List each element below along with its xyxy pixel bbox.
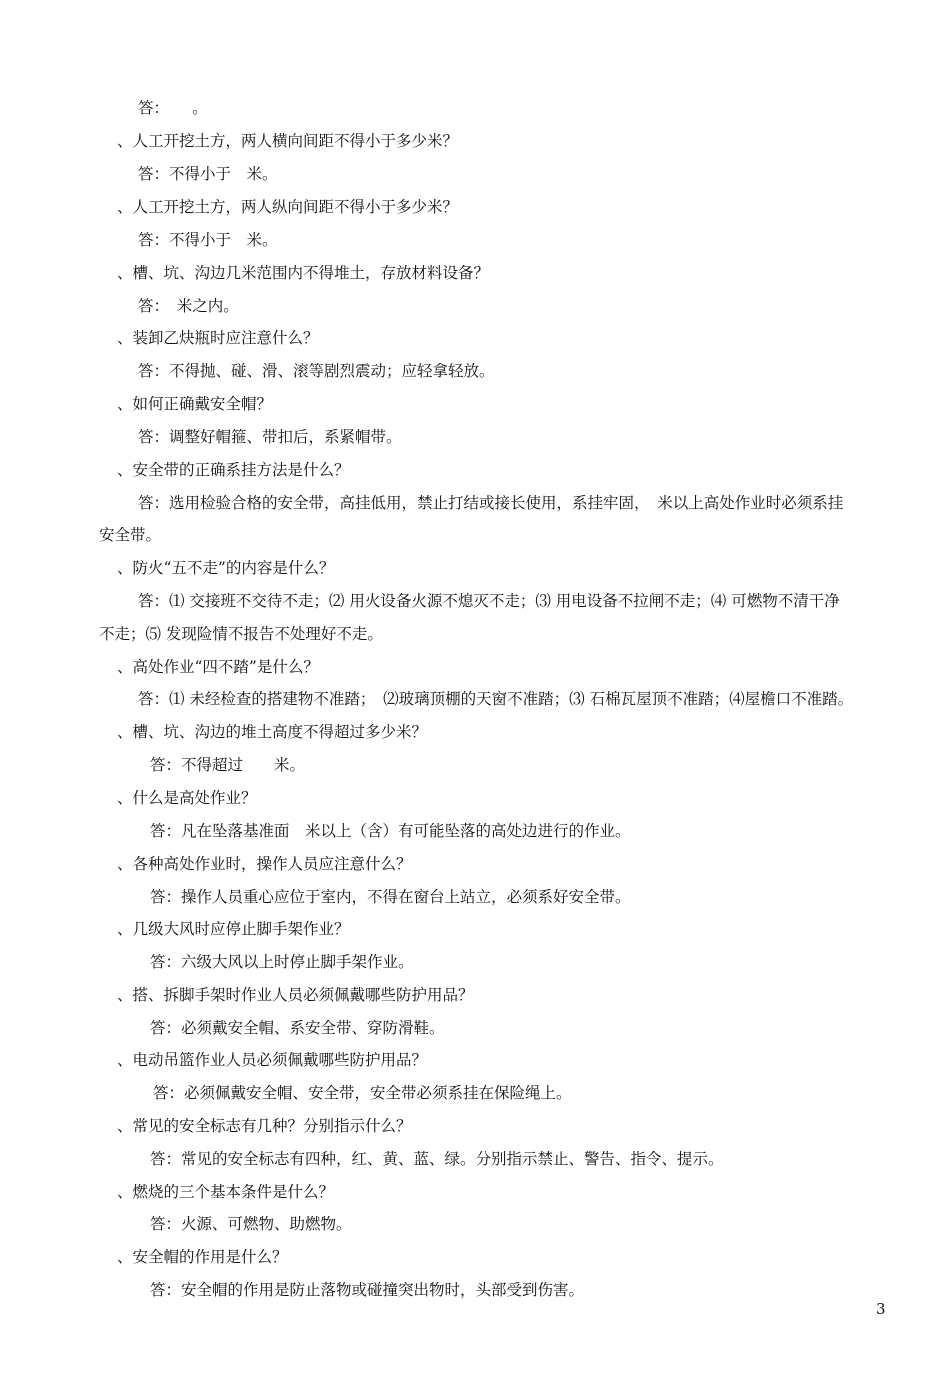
answer-line: 答：选用检验合格的安全带，高挂低用，禁止打结或接长使用，系挂牢固， 米以上高处作业时必须系挂: [138, 494, 844, 512]
answer-line: 答：操作人员重心应位于室内，不得在窗台上站立，必须系好安全带。: [150, 888, 631, 906]
question-line: 、什么是高处作业？: [117, 789, 257, 807]
question-line: 、安全带的正确系挂方法是什么？: [117, 461, 350, 479]
answer-line: 答：不得抛、碰、滑、滚等剧烈震动；应轻拿轻放。: [138, 362, 495, 380]
page-number: 3: [876, 1300, 886, 1318]
question-line: 、几级大风时应停止脚手架作业？: [117, 920, 350, 938]
answer-line: 答：必须戴安全帽、系安全带、穿防滑鞋。: [150, 1019, 445, 1037]
answer-line: 答：不得超过 米。: [150, 756, 306, 774]
answer-line: 答：火源、可燃物、助燃物。: [150, 1215, 352, 1233]
question-line: 、人工开挖土方，两人纵向间距不得小于多少米？: [117, 198, 459, 216]
answer-line: 答：不得小于 米。: [138, 231, 278, 249]
answer-line: 答：不得小于 米。: [138, 165, 278, 183]
question-line: 、槽、坑、沟边的堆土高度不得超过多少米？: [117, 723, 428, 741]
answer-line: 答：调整好帽箍、带扣后，系紧帽带。: [138, 428, 402, 446]
answer-line: 答： 米之内。: [138, 297, 239, 315]
answer-line: 答：常见的安全标志有四种，红、黄、蓝、绿。分别指示禁止、警告、指令、提示。: [150, 1150, 724, 1168]
answer-continuation: 不走；⑸ 发现险情不报告不处理好不走。: [99, 625, 383, 643]
question-line: 、搭、拆脚手架时作业人员必须佩戴哪些防护用品？: [117, 986, 474, 1004]
question-line: 、常见的安全标志有几种？分别指示什么？: [117, 1117, 412, 1135]
answer-line: 答：⑴ 未经检查的搭建物不准踏； ⑵玻璃顶棚的天窗不准踏；⑶ 石棉瓦屋顶不准踏；⑷屋檐口不准踏。: [138, 690, 854, 708]
question-line: 、各种高处作业时，操作人员应注意什么？: [117, 855, 412, 873]
answer-line: 答：凡在坠落基准面 米以上（含）有可能坠落的高处边进行的作业。: [150, 822, 631, 840]
answer-line: 答： 。: [138, 99, 208, 117]
question-line: 、防火“五不走”的内容是什么？: [117, 559, 335, 577]
question-line: 、安全帽的作用是什么？: [117, 1248, 288, 1266]
question-line: 、燃烧的三个基本条件是什么？: [117, 1183, 335, 1201]
answer-line: 答：安全帽的作用是防止落物或碰撞突出物时，头部受到伤害。: [150, 1281, 585, 1299]
answer-line: 答：六级大风以上时停止脚手架作业。: [150, 953, 414, 971]
question-line: 、电动吊篮作业人员必须佩戴哪些防护用品？: [117, 1051, 428, 1069]
answer-line: 答：必须佩戴安全帽、安全带，安全带必须系挂在保险绳上。: [153, 1084, 572, 1102]
question-line: 、槽、坑、沟边几米范围内不得堆土，存放材料设备？: [117, 264, 490, 282]
answer-continuation: 安全带。: [99, 526, 162, 544]
question-line: 、如何正确戴安全帽？: [117, 395, 273, 413]
question-line: 、高处作业“四不踏”是什么？: [117, 658, 319, 676]
question-line: 、人工开挖土方，两人横向间距不得小于多少米？: [117, 132, 459, 150]
answer-line: 答：⑴ 交接班不交待不走；⑵ 用火设备火源不熄灭不走；⑶ 用电设备不拉闸不走；⑷ 可燃物不清干净: [138, 592, 840, 610]
question-line: 、装卸乙炔瓶时应注意什么？: [117, 329, 319, 347]
